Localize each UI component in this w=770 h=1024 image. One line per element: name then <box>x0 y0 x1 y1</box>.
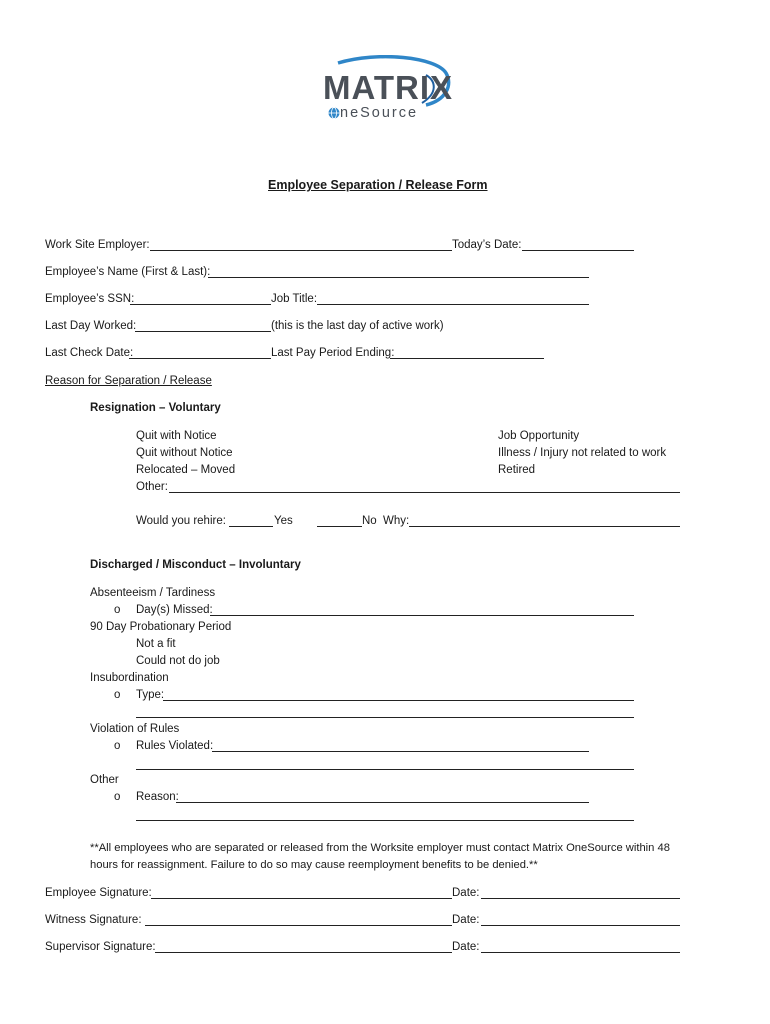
option-illness-injury[interactable]: Illness / Injury not related to work <box>498 447 667 459</box>
rehire-why-field[interactable] <box>409 526 680 527</box>
last-day-worked-field[interactable] <box>135 331 271 332</box>
rehire-yes-field[interactable] <box>229 526 273 527</box>
insubordination-label: Insubordination <box>90 672 169 684</box>
form-title: Employee Separation / Release Form <box>268 178 488 192</box>
absenteeism-label: Absenteeism / Tardiness <box>90 587 216 599</box>
employee-name-field[interactable] <box>208 277 589 278</box>
job-title-label: Job Title: <box>271 293 318 305</box>
last-check-date-label: Last Check Date: <box>45 347 134 359</box>
witness-date-field[interactable] <box>481 925 680 926</box>
work-site-employer-label: Work Site Employer: <box>45 239 150 251</box>
employee-ssn-field[interactable] <box>130 304 271 305</box>
reason-field[interactable] <box>176 802 589 803</box>
employee-date-label: Date: <box>452 887 480 899</box>
rules-violated-label: Rules Violated: <box>136 740 214 752</box>
rules-violated-field[interactable] <box>212 751 589 752</box>
bullet-icon: o <box>114 689 121 701</box>
voluntary-other-label: Other: <box>136 481 168 493</box>
bullet-icon: o <box>114 791 121 803</box>
logo-sub-text: neSource <box>340 105 419 121</box>
employee-ssn-label: Employee’s SSN: <box>45 293 135 305</box>
type-field[interactable] <box>163 700 634 701</box>
notice-line-1: **All employees who are separated or released from the Worksite employer must contact Matrix OneSource within 48 <box>90 842 670 854</box>
type-label: Type: <box>136 689 165 701</box>
last-check-date-field[interactable] <box>129 358 271 359</box>
days-missed-field[interactable] <box>210 615 634 616</box>
witness-signature-field[interactable] <box>145 925 452 926</box>
last-day-note: (this is the last day of active work) <box>271 320 444 332</box>
reason-field-line-2[interactable] <box>136 820 634 821</box>
option-job-opportunity[interactable]: Job Opportunity <box>498 430 580 442</box>
bullet-icon: o <box>114 604 121 616</box>
matrix-onesource-logo <box>318 55 453 125</box>
supervisor-signature-label: Supervisor Signature: <box>45 941 156 953</box>
todays-date-label: Today’s Date: <box>452 239 522 251</box>
probation-label: 90 Day Probationary Period <box>90 621 232 633</box>
employee-signature-field[interactable] <box>151 898 452 899</box>
employee-date-field[interactable] <box>481 898 680 899</box>
globe-icon <box>328 107 340 119</box>
witness-signature-label: Witness Signature: <box>45 914 142 926</box>
involuntary-other-label: Other <box>90 774 119 786</box>
option-relocated[interactable]: Relocated – Moved <box>136 464 236 476</box>
supervisor-date-label: Date: <box>452 941 480 953</box>
last-day-worked-label: Last Day Worked: <box>45 320 137 332</box>
last-pay-period-label: Last Pay Period Ending: <box>271 347 395 359</box>
rules-violated-field-line-2[interactable] <box>136 769 634 770</box>
todays-date-field[interactable] <box>522 250 634 251</box>
supervisor-date-field[interactable] <box>481 952 680 953</box>
reason-heading: Reason for Separation / Release <box>45 375 212 387</box>
rehire-label: Would you rehire: <box>136 515 226 527</box>
violation-label: Violation of Rules <box>90 723 180 735</box>
option-quit-with-notice[interactable]: Quit with Notice <box>136 430 217 442</box>
supervisor-signature-field[interactable] <box>155 952 452 953</box>
option-retired[interactable]: Retired <box>498 464 536 476</box>
rehire-no-label: No <box>362 515 377 527</box>
rehire-no-field[interactable] <box>317 526 362 527</box>
rehire-yes-label: Yes <box>274 515 293 527</box>
last-pay-period-field[interactable] <box>390 358 544 359</box>
option-quit-without-notice[interactable]: Quit without Notice <box>136 447 233 459</box>
logo-main-text: MATRIX <box>323 69 454 106</box>
work-site-employer-field[interactable] <box>150 250 452 251</box>
type-field-line-2[interactable] <box>136 717 634 718</box>
option-not-a-fit[interactable]: Not a fit <box>136 638 176 650</box>
witness-date-label: Date: <box>452 914 480 926</box>
employee-name-label: Employee’s Name (First & Last): <box>45 266 211 278</box>
voluntary-heading: Resignation – Voluntary <box>90 402 221 414</box>
option-could-not-do-job[interactable]: Could not do job <box>136 655 220 667</box>
reason-label: Reason: <box>136 791 179 803</box>
rehire-why-label: Why: <box>383 515 410 527</box>
employee-signature-label: Employee Signature: <box>45 887 152 899</box>
bullet-icon: o <box>114 740 121 752</box>
voluntary-other-field[interactable] <box>169 492 680 493</box>
notice-line-2: hours for reassignment. Failure to do so may cause reemployment benefits to be denied.** <box>90 859 538 871</box>
days-missed-label: Day(s) Missed: <box>136 604 213 616</box>
involuntary-heading: Discharged / Misconduct – Involuntary <box>90 559 301 571</box>
job-title-field[interactable] <box>317 304 589 305</box>
